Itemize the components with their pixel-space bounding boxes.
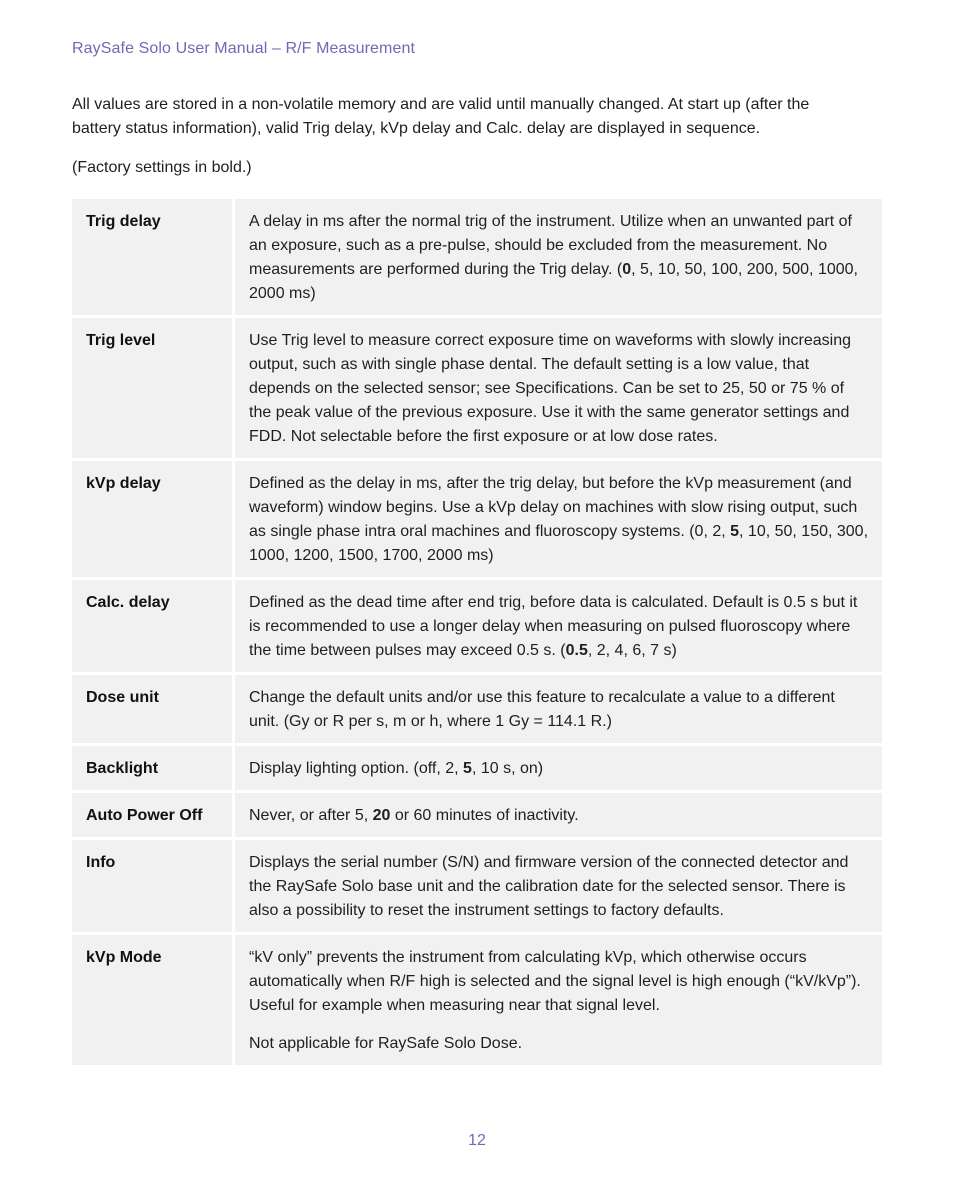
setting-description [235, 675, 882, 746]
description-text: A delay in ms after the normal trig of the instrument. Utilize when an unwanted part of an exposure, such as a pre-pulse, should be excluded from the measurement. No measurements are performed during the Trig delay. ( [249, 213, 852, 278]
setting-name: kVp Mode [72, 935, 235, 1068]
factory-default-value: 20 [372, 807, 391, 824]
description-text: Defined as the dead time after end trig, before data is calculated. Default is 0.5 s but it is recommended to use a longer delay when measuring on pulsed fluoroscopy where the time between pulses may exceed 0.5 s. ( [249, 594, 858, 659]
settings-row [72, 461, 882, 580]
description-text: , 2, 4, 6, 7 s) [587, 642, 677, 659]
settings-row [72, 199, 882, 318]
description-paragraph [249, 591, 869, 663]
description-paragraph [249, 757, 869, 781]
settings-row [72, 840, 882, 935]
setting-description [235, 746, 882, 793]
factory-settings-note: (Factory settings in bold.) [72, 159, 252, 176]
description-text: Displays the serial number (S/N) and firmware version of the connected detector and the RaySafe Solo base unit and the calibration date for the selected sensor. There is also a possibility to reset the instrument settings to factory defaults. [249, 854, 849, 919]
setting-description [235, 318, 882, 461]
setting-description [235, 461, 882, 580]
factory-default-value: 5 [463, 760, 472, 777]
factory-default-value: 5 [730, 523, 740, 540]
description-paragraph [249, 686, 869, 734]
setting-name: Auto Power Off [72, 793, 235, 840]
description-text: or 60 minutes of inactivity. [390, 807, 579, 824]
description-text: Display lighting option. (off, 2, [249, 760, 464, 777]
setting-name: Calc. delay [72, 580, 235, 675]
page-number: 12 [468, 1132, 486, 1149]
setting-name: Trig delay [72, 199, 235, 318]
settings-row [72, 580, 882, 675]
settings-table [72, 199, 882, 1068]
setting-description [235, 793, 882, 840]
description-text: Use Trig level to measure correct exposure time on waveforms with slowly increasing output, such as with single phase dental. The default setting is a low value, that depends on the selected sensor; see Specifications. Can be set to 25, 50 or 75 % of the peak value of the previous exposure. Use it with the same generator settings and FDD. Not selectable before the first exposure or at low dose rates. [249, 332, 852, 445]
description-paragraph [249, 210, 869, 306]
settings-table-body [72, 199, 882, 1068]
settings-row [72, 935, 882, 1068]
settings-row [72, 746, 882, 793]
intro-paragraph: All values are stored in a non-volatile memory and are valid until manually changed. At start up (after the battery status information), valid Trig delay, kVp delay and Calc. delay are displayed in sequence. [72, 96, 810, 137]
setting-name: kVp delay [72, 461, 235, 580]
description-paragraph [249, 851, 869, 923]
description-paragraph [249, 472, 869, 568]
setting-description [235, 840, 882, 935]
description-text: Defined as the delay in ms, after the trig delay, but before the kVp measurement (and waveform) window begins. Use a kVp delay on machines with slow rising output, such as single phase intra oral machines and fluoroscopy systems. (0, 2, [249, 475, 858, 540]
description-paragraph [249, 329, 869, 449]
running-header: RaySafe Solo User Manual – R/F Measurement [72, 40, 416, 57]
factory-default-value: 0 [622, 261, 632, 278]
description-text: , 10 s, on) [471, 760, 544, 777]
description-text: Change the default units and/or use this feature to recalculate a value to a different unit. (Gy or R per s, m or h, where 1 Gy = 114.1 R.) [249, 689, 835, 730]
setting-name: Info [72, 840, 235, 935]
settings-row [72, 793, 882, 840]
description-text: , 5, 10, 50, 100, 200, 500, 1000, 2000 ms) [249, 261, 858, 302]
setting-description [235, 935, 882, 1068]
setting-name: Dose unit [72, 675, 235, 746]
description-paragraph [249, 1032, 869, 1056]
description-text: Not applicable for RaySafe Solo Dose. [249, 1035, 523, 1052]
setting-name: Trig level [72, 318, 235, 461]
description-text: “kV only” prevents the instrument from calculating kVp, which otherwise occurs automatically when R/F high is selected and the signal level is high enough (“kV/kVp”). Useful for example when measuring near that signal level. [249, 949, 861, 1014]
setting-description [235, 580, 882, 675]
setting-name: Backlight [72, 746, 235, 793]
description-paragraph [249, 946, 869, 1018]
settings-row [72, 675, 882, 746]
setting-description [235, 199, 882, 318]
factory-default-value: 0.5 [565, 642, 588, 659]
description-text: , 10, 50, 150, 300, 1000, 1200, 1500, 1700, 2000 ms) [249, 523, 869, 564]
description-text: Never, or after 5, [249, 807, 373, 824]
settings-row [72, 318, 882, 461]
description-paragraph [249, 804, 869, 828]
